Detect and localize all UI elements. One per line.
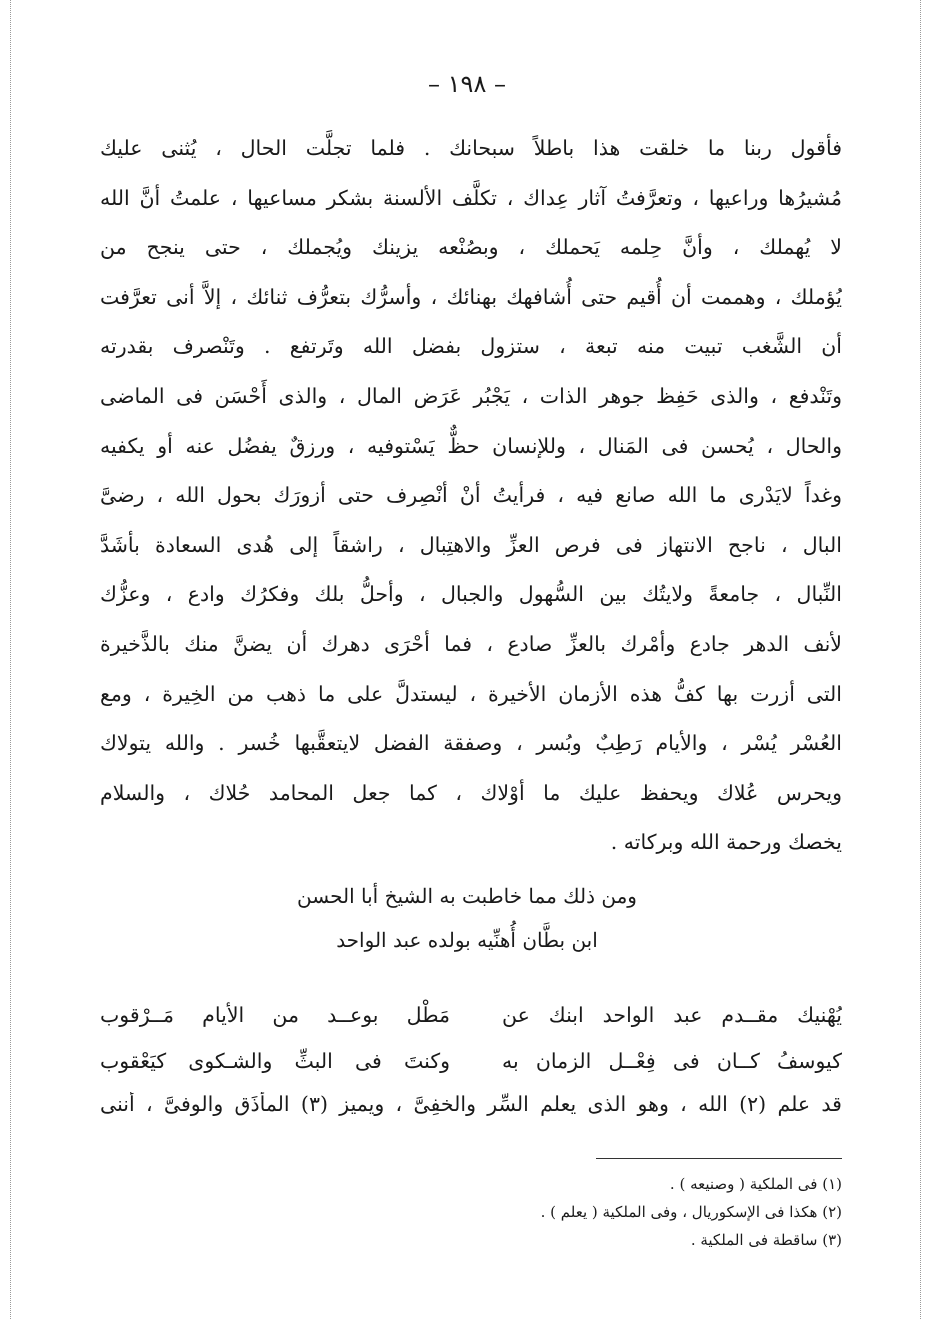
body-line: والحال ، يُحسن فى المَنال ، وللإنسان حظٌّ يَسْتوفيه ، ورزقٌ يفضُل عنه أو يكفيه bbox=[100, 433, 842, 458]
section-heading-line-2: ابن بطَّان أُهنِّيه بولده عبد الواحد bbox=[336, 928, 598, 952]
body-line: وتَنْدفع ، والذى حَفِظ جوهر الذات ، يَجْبُر عَرَض المال ، والذى أَحْسَن فى الماضى bbox=[100, 383, 842, 408]
body-line: لا يُهملك ، وأنَّ حِلمه يَحملك ، وبصُنْعه يزينك ويُجملك ، حتى ينجح من bbox=[100, 235, 842, 260]
body-line: يُؤملك ، وهممت أن أُقيم حتى أُشافهك بهنائك ، وأسرُّك بتعرُّف ثنائك ، إلاَّ أنى تعرَّفت bbox=[100, 284, 842, 309]
body-line: يخصك ورحمة الله وبركاته . bbox=[610, 830, 842, 855]
footnote-separator bbox=[596, 1158, 842, 1159]
body-line: التى أزرت بها كفُّ هذه الأزمان الأخيرة ، ليستدلَّ على ما ذهب من الخِيرة ، ومع bbox=[100, 681, 842, 706]
body-line: ويحرس عُلاك ويحفظ عليك ما أوْلاك ، كما جعل المحامد حُلاك ، والسلام bbox=[100, 780, 842, 805]
scan-edge-left bbox=[10, 0, 11, 1319]
verse-first-hemistich: كيوسفُ كــان فى فِعْــل الزمان به bbox=[502, 1049, 842, 1073]
footnotes bbox=[242, 1170, 842, 1254]
body-line: العُسْر يُسْر ، والأيام رَطِبٌ وبُسر ، وصفقة الفضل لايتعقَّبها خُسر . والله يتولاك bbox=[100, 731, 842, 756]
body-line: النِّبال ، جامعةً ولايتُك بين السُّهول والجبال ، وأحلُّ بلك وفكرُك وادع ، وعزُّك bbox=[100, 582, 842, 607]
section-heading-line-1: ومن ذلك مما خاطبت به الشيخ أبا الحسن bbox=[297, 884, 637, 908]
footnote: (٢) هكذا فى الإسكوريال ، وفى الملكية ( يعلم ) . bbox=[540, 1203, 842, 1221]
poem-verse bbox=[100, 994, 842, 1036]
verse-first-hemistich: يُهْنيك مقــدم عبد الواحد ابنك عن bbox=[502, 1003, 842, 1027]
body-line: لأنف الدهر جادع وأمْرك بالعزِّ صادع ، فما أحْرَى دهرك أن يضنَّ منك بالذَّخيرة bbox=[100, 631, 842, 656]
body-line: مُشيرُها وراعيها ، وتعرَّفتُ آثار عِداك ، تكلَّف الألسنة بشكر مساعيها ، علمتُ أنَّ الله bbox=[100, 185, 842, 210]
poem-verse bbox=[100, 1040, 842, 1082]
closing-prose-line: قد علم (٢) الله ، وهو الذى يعلم السِّر والخفِىَّ ، ويميز (٣) المأْذَق والوفىَّ ، أننى bbox=[100, 1092, 842, 1116]
body-line: أن الشَّغب تبيت منه تبعة ، ستزول بفضل الله وتَرتفع . وتَنْصرف بقدرته bbox=[100, 334, 842, 359]
footnote: (٣) ساقطة فى الملكية . bbox=[690, 1231, 842, 1249]
body-line: فأقول ربنا ما خلقت هذا باطلاً سبحانك . فلما تجلَّت الحال ، يُثنى عليك bbox=[100, 136, 842, 160]
body-line: وغداً لايَدْرى ما الله صانع فيه ، فرأيتُ أنْ أنْصِرف حتى أزورَك بحول الله ، رضىَّ bbox=[100, 483, 842, 508]
body-line: البال ، ناجح الانتهاز فى فرص العزِّ والاهتِبال ، راشقاً إلى هُدى السعادة بأشَدَّ bbox=[100, 532, 842, 557]
body-text bbox=[100, 124, 842, 868]
page-number: – ١٩٨ – bbox=[428, 70, 506, 98]
verse-second-hemistich: وكنتَ فى البثِّ والشـكوى كيَعْقوب bbox=[100, 1049, 450, 1073]
footnote: (١) فى الملكية ( وصنيعه ) . bbox=[669, 1175, 842, 1193]
scan-edge-right bbox=[920, 0, 921, 1319]
verse-second-hemistich: مَطْل بوعــد من الأيام مَــرْقوب bbox=[100, 1003, 450, 1027]
